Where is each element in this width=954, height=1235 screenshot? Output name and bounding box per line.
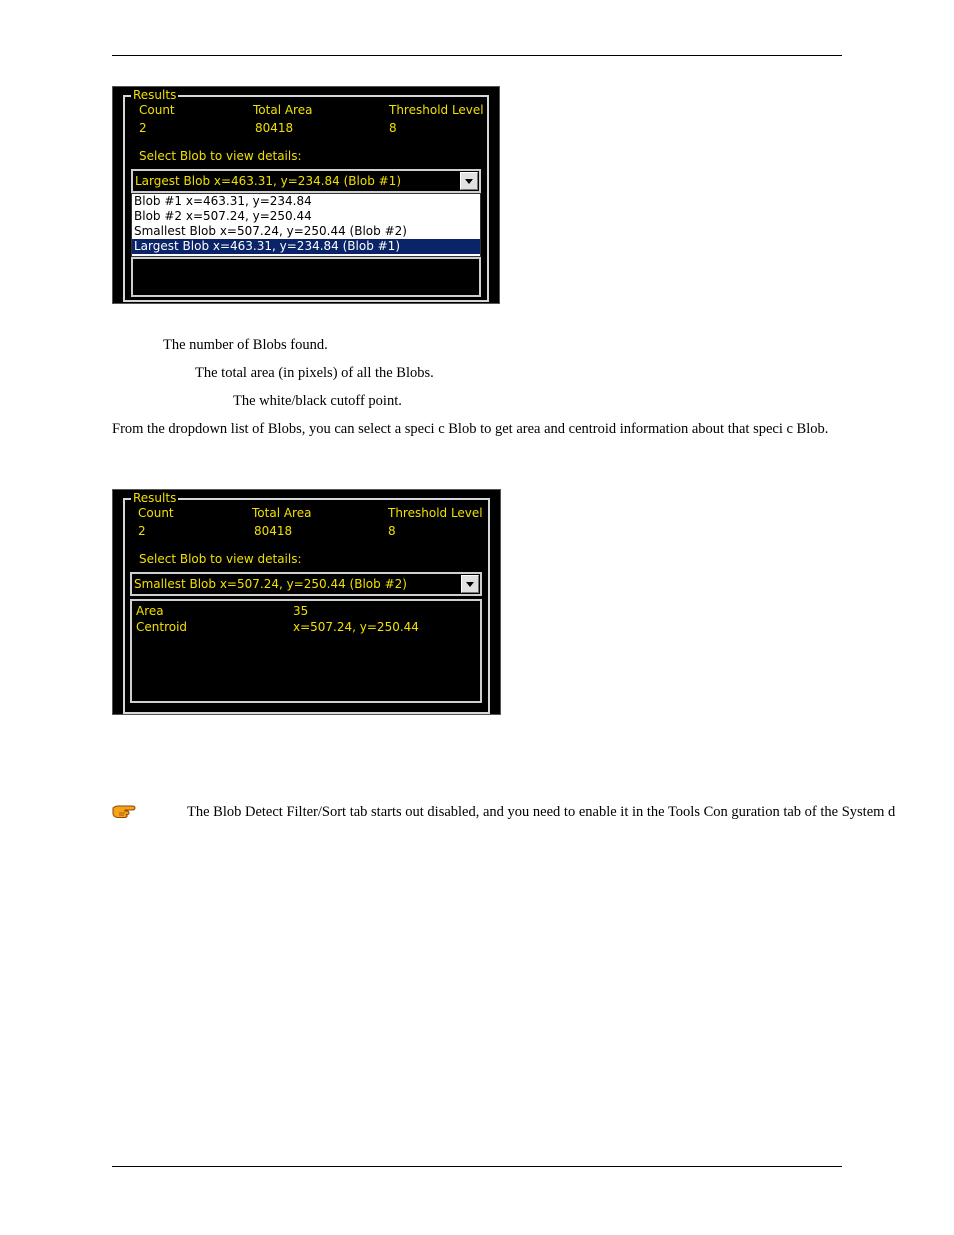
results-group-title: Results — [133, 491, 177, 505]
threshold-header: Threshold Level — [388, 506, 483, 520]
count-header: Count — [139, 103, 175, 117]
total-area-value: 80418 — [255, 121, 294, 135]
chevron-down-icon — [466, 582, 474, 587]
blob-details-box — [130, 599, 482, 703]
dropdown-option-selected[interactable]: Largest Blob x=463.31, y=234.84 (Blob #1) — [132, 239, 480, 254]
count-value: 2 — [138, 524, 146, 538]
results-group — [123, 491, 490, 714]
results-panel-details — [112, 489, 501, 715]
threshold-header: Threshold Level — [389, 103, 484, 117]
header-rule — [112, 55, 842, 56]
area-value: 35 — [293, 604, 309, 618]
select-blob-label: Select Blob to view details: — [139, 552, 302, 566]
note-text: The Blob Detect Filter/Sort tab starts out disabled, and you need to enable it in the Tools Con guration tab of the System d — [187, 804, 896, 820]
blob-select-combo[interactable] — [131, 169, 481, 193]
dropdown-option[interactable]: Smallest Blob x=507.24, y=250.44 (Blob #2) — [134, 224, 407, 238]
dropdown-option[interactable]: Blob #2 x=507.24, y=250.44 — [134, 209, 312, 223]
dropdown-button[interactable] — [461, 575, 479, 593]
centroid-value: x=507.24, y=250.44 — [293, 620, 419, 634]
dropdown-option[interactable]: Blob #1 x=463.31, y=234.84 — [134, 194, 312, 208]
pointing-hand-icon — [112, 802, 136, 818]
results-group-title: Results — [133, 88, 177, 102]
blob-select-value: Largest Blob x=463.31, y=234.84 (Blob #1) — [135, 174, 401, 188]
count-header: Count — [138, 506, 174, 520]
footer-rule — [112, 1166, 842, 1167]
blob-select-value: Smallest Blob x=507.24, y=250.44 (Blob #2) — [134, 577, 407, 591]
results-group — [123, 88, 489, 302]
dropdown-button[interactable] — [460, 172, 478, 190]
threshold-description: The white/black cutoff point. — [233, 393, 402, 409]
blob-dropdown-list — [131, 193, 481, 257]
area-label: Area — [136, 604, 164, 618]
chevron-down-icon — [465, 179, 473, 184]
details-box — [131, 257, 481, 297]
total-area-header: Total Area — [252, 506, 312, 520]
blob-select-combo[interactable] — [130, 572, 482, 596]
threshold-value: 8 — [389, 121, 397, 135]
total-area-description: The total area (in pixels) of all the Blobs. — [195, 365, 434, 381]
select-blob-label: Select Blob to view details: — [139, 149, 302, 163]
results-panel-dropdown-open — [112, 86, 500, 304]
count-description: The number of Blobs found. — [163, 337, 328, 353]
centroid-label: Centroid — [136, 620, 188, 634]
dropdown-explanation-paragraph: From the dropdown list of Blobs, you can select a speci c Blob to get area and centroid information about that speci c Blob. — [112, 421, 829, 437]
threshold-value: 8 — [388, 524, 396, 538]
total-area-header: Total Area — [253, 103, 313, 117]
total-area-value: 80418 — [254, 524, 293, 538]
count-value: 2 — [139, 121, 147, 135]
